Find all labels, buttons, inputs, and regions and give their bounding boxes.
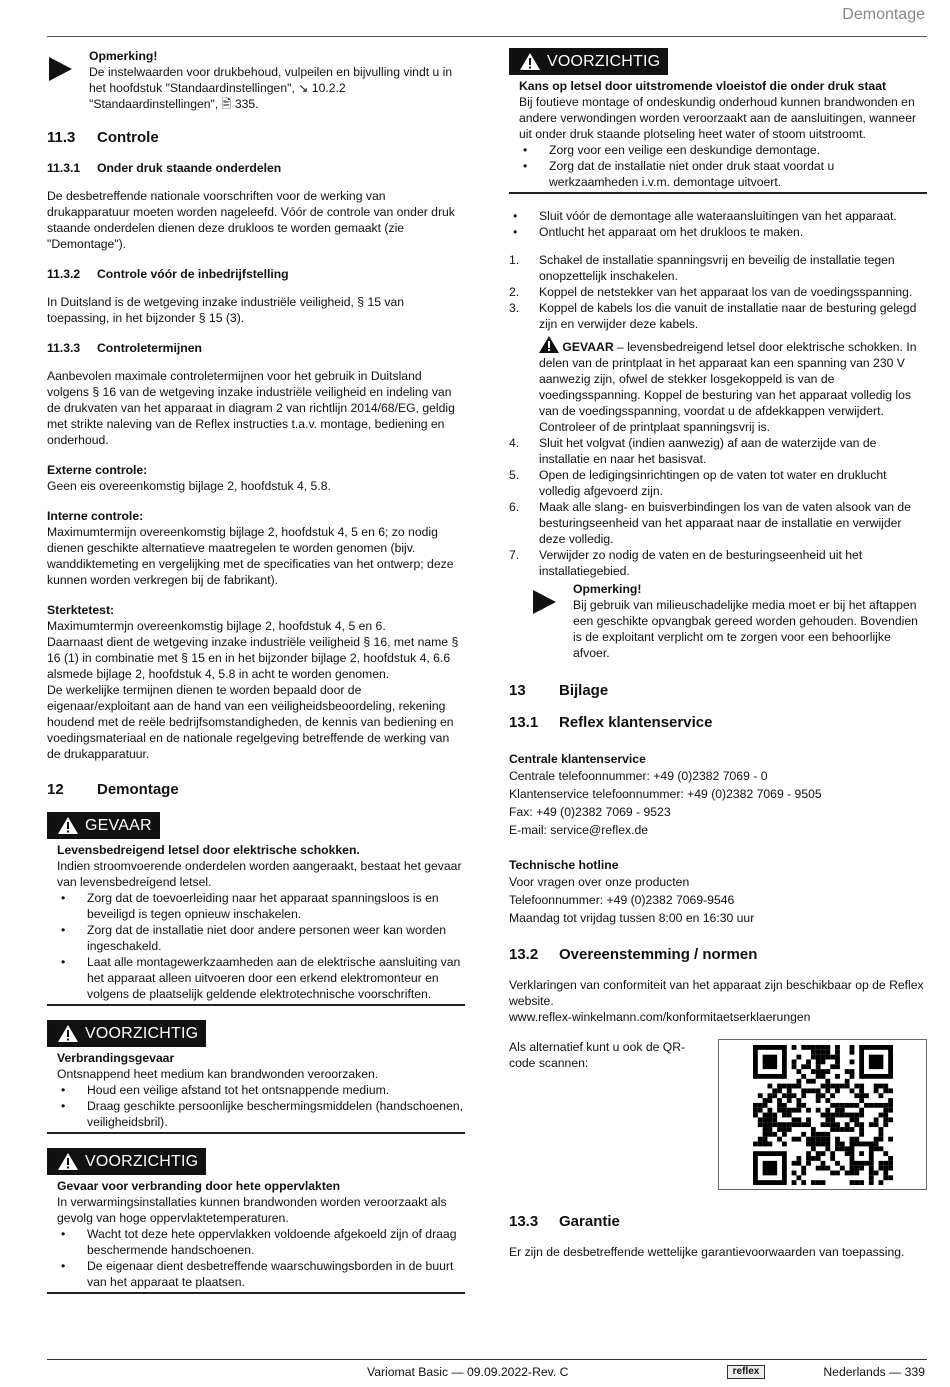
footer-page-number: Nederlands — 339: [823, 1365, 925, 1379]
warning-text: In verwarmingsinstallaties kunnen brandwonden worden veroorzaakt als gevolg van hoge oppervlaktetemperaturen.: [57, 1195, 447, 1225]
warning-badge: GEVAAR: [47, 812, 160, 839]
label-strength: Sterktetest:: [47, 603, 115, 617]
section-heading: 12 Demontage: [47, 781, 179, 798]
contact-line: Telefoonnummer: +49 (0)2382 7069-9546: [509, 893, 735, 907]
list-item: • Laat alle montagewerkzaamheden aan de elektrische aansluiting van het apparaat alleen uitvoeren door een erkend elektromonteur en volgens de plaatselijk geldende elektrotechnische voorschriften.: [61, 955, 461, 1001]
subsection-heading: 11.3.1 Onder druk staande onderdelen: [47, 161, 282, 175]
bullet-list: [519, 142, 927, 190]
note-title: Opmerking!: [89, 49, 158, 63]
warning-triangle-icon: [519, 52, 541, 71]
warning-triangle-icon: [57, 816, 79, 835]
warning-text: Indien stroomvoerende onderdelen worden aangeraakt, bestaat het gevaar van levensbedreigend letsel.: [57, 859, 462, 889]
label-customer-service: Centrale klantenservice: [509, 752, 646, 766]
subsection-heading: 11.3.3 Controletermijnen: [47, 341, 202, 355]
note-box: [47, 48, 465, 112]
paragraph: Maximumtermjn overeenkomstig bijlage 2, hoofdstuk 4, 5 en 6.: [47, 619, 386, 633]
paragraph: Maximumtermijn overeenkomstig bijlage 2, hoofdstuk 4, 5 en 6; zo nodig dienen geschikte alternatieve maatregelen te worden genomen (bijv. wanddiktemeting en vergelijking met de specificaties van het ontwerp; deze kunnen worden verkregen bij de fabrikant).: [47, 525, 454, 587]
section-heading: 13 Bijlage: [509, 682, 609, 699]
warning-title: Kans op letsel door uitstromende vloeistof die onder druk staat: [519, 79, 887, 93]
warning-caution: [47, 1020, 465, 1134]
header-title: Demontage: [842, 6, 925, 23]
contact-line: Klantenservice telefoonnummer: +49 (0)2382 7069 - 9505: [509, 787, 822, 801]
page-header: [47, 0, 927, 37]
danger-label: GEVAAR: [562, 340, 614, 354]
danger-text: – levensbedreigend letsel door elektrische schokken. In delen van de printplaat in het apparaat kan een spanning van 230 V aanwezig zijn, ofwel de stekker losgekoppeld is van de voedingsspanning. Koppel de besturing van het apparaat volledig los van de voedingsspanning, voordat u de afdekkappen verwijdert. Controleer of de printplaat spanningsvrij is.: [539, 340, 917, 434]
danger-triangle-icon: [539, 336, 559, 353]
label-internal: Interne controle:: [47, 509, 144, 523]
warning-triangle-icon: [57, 1024, 79, 1043]
qr-code[interactable]: [718, 1039, 927, 1190]
contact-line: Centrale telefoonnummer: +49 (0)2382 7069 - 0: [509, 769, 768, 783]
footer-document-info: Variomat Basic — 09.09.2022-Rev. C: [367, 1365, 569, 1379]
warning-title: Levensbedreigend letsel door elektrische schokken.: [57, 843, 360, 857]
inline-danger-note: [509, 336, 927, 435]
note-title: Opmerking!: [573, 582, 642, 596]
section-heading: 13.2 Overeenstemming / normen: [509, 946, 758, 963]
list-item: • Zorg dat de installatie niet onder druk staat voordat u werkzaamheden i.v.m. demontage uitvoert.: [523, 159, 835, 189]
right-column: [509, 48, 927, 1260]
warning-text: Bij foutieve montage of ondeskundig onderhoud kunnen brandwonden en andere verwondingen worden veroorzaakt aan de aansluitingen, wanneer uit onder druk staande plotseling heet water of stoom uitstroomt.: [519, 95, 917, 141]
paragraph: Aanbevolen maximale controletermijnen voor het gebruik in Duitsland volgens § 16 van de wetgeving inzake industriële veiligheid en indeling van de drukvaten van het apparaat in diagram 2 van richtlijn 2014/68/EG, geldig met strikte naleving van de Reflex instructies t.a.v. montage, bediening en onderhoud.: [47, 369, 455, 447]
list-item: • Sluit vóór de demontage alle wateraansluitingen van het apparaat.: [513, 209, 897, 223]
contact-line: Voor vragen over onze producten: [509, 875, 690, 889]
step-item: 6. Maak alle slang- en buisverbindingen los van de vaten alsook van de besturingseenheid van het apparaat naar de installatie en verwijder deze volledig.: [509, 500, 911, 546]
bullet-list: [57, 1226, 465, 1290]
note-arrow-icon: [531, 581, 573, 661]
bullet-list: [57, 890, 465, 1002]
warning-triangle-icon: [57, 1152, 79, 1171]
warning-title: Verbrandingsgevaar: [57, 1051, 175, 1065]
list-item: • Ontlucht het apparaat om het drukloos te maken.: [513, 225, 804, 239]
step-item: 3. Koppel de kabels los die vanuit de installatie naar de besturing gelegd zijn en verwijder deze kabels.: [509, 301, 917, 331]
contact-line: Fax: +49 (0)2382 7069 - 9523: [509, 805, 671, 819]
list-item: • Draag geschikte persoonlijke beschermingsmiddelen (handschoenen, veiligheidsbril).: [61, 1099, 464, 1129]
warning-caution: [47, 1148, 465, 1294]
step-item: 2. Koppel de netstekker van het apparaat los van de voedingsspanning.: [509, 285, 913, 299]
steps-list: [509, 435, 927, 579]
paragraph: De desbetreffende nationale voorschriften voor de werking van drukapparatuur moeten worden nageleefd. Vóór de controle van onder druk staande onderdelen dienen deze drukloos te worden gemaakt (zie "Demontage").: [47, 189, 455, 251]
list-item: • De eigenaar dient desbetreffende waarschuwingsborden in de buurt van het apparaat te plaatsen.: [61, 1259, 454, 1289]
step-item: 1. Schakel de installatie spanningsvrij en beveilig de installatie tegen onopzettelijk inschakelen.: [509, 253, 895, 283]
label-external: Externe controle:: [47, 463, 148, 477]
warning-danger: [47, 812, 465, 1006]
list-item: • Zorg dat de toevoerleiding naar het apparaat spanningsloos is en beveiligd is tegen opnieuw inschakelen.: [61, 891, 439, 921]
bullet-list: [57, 1082, 465, 1130]
paragraph: In Duitsland is de wetgeving inzake industriële veiligheid, § 15 van toepassing, in het bijzonder § 15 (3).: [47, 295, 405, 325]
list-item: • Zorg voor een veilige een deskundige demontage.: [523, 143, 821, 157]
section-heading: 11.3 Controle: [47, 129, 159, 146]
paragraph: De werkelijke termijnen dienen te worden bepaald door de eigenaar/exploitant aan de hand van een veiligheidsbeoordeling, rekening houdend met de reële bedrijfsomstandigheden, de kennis van bediening en voedingsmateriaal en de nationale regelgeving betreffende de werking van de drukapparatuur.: [47, 683, 454, 761]
paragraph: Geen eis overeenkomstig bijlage 2, hoofdstuk 4, 5.8.: [47, 479, 331, 493]
paragraph: Daarnaast dient de wetgeving inzake industriële veiligheid § 16, met name § 16 (1) in combinatie met § 15 en in het bijzonder bijlage 2, hoofdstuk 4, 6.6 alsmede bijlage 2, hoofdstuk 4, 5.8 in acht te worden genomen.: [47, 635, 459, 681]
qr-code-icon: [753, 1045, 893, 1185]
paragraph: Verklaringen van conformiteit van het apparaat zijn beschikbaar op de Reflex website.: [509, 978, 924, 1008]
note-arrow-icon: [47, 48, 89, 112]
step-item: 5. Open de ledigingsinrichtingen op de vaten tot water en druklucht volledig afgevoerd zijn.: [509, 468, 887, 498]
subsection-heading: 11.3.2 Controle vóór de inbedrijfstelling: [47, 267, 289, 281]
bullet-list: [509, 208, 927, 240]
note-box: [509, 581, 927, 661]
list-item: • Houd een veilige afstand tot het ontsnappende medium.: [61, 1083, 390, 1097]
reflex-logo: reflex: [727, 1365, 765, 1379]
qr-text: Als alternatief kunt u ook de QR-code scannen:: [509, 1040, 686, 1070]
warning-text: Ontsnappend heet medium kan brandwonden veroorzaken.: [57, 1067, 379, 1081]
section-heading: 13.1 Reflex klantenservice: [509, 714, 713, 731]
list-item: • Zorg dat de installatie niet door andere personen weer kan worden ingeschakeld.: [61, 923, 447, 953]
list-item: • Wacht tot deze hete oppervlakken voldoende afgekoeld zijn of draag beschermende handschoenen.: [61, 1227, 457, 1257]
contact-email[interactable]: E-mail: service@reflex.de: [509, 823, 649, 837]
warning-badge: VOORZICHTIG: [509, 48, 668, 75]
contact-line: Maandag tot vrijdag tussen 8:00 en 16:30 uur: [509, 911, 755, 925]
paragraph: Er zijn de desbetreffende wettelijke garantievoorwaarden van toepassing.: [509, 1245, 905, 1259]
note-text: Bij gebruik van milieuschadelijke media moet er bij het aftappen een geschikte opvangbak gereed worden gehouden. Bovendien is de exploitant verplicht om te zorgen voor een behoorlijke afvoer.: [573, 598, 918, 660]
section-heading: 13.3 Garantie: [509, 1213, 620, 1230]
steps-list: [509, 252, 927, 332]
warning-badge: VOORZICHTIG: [47, 1020, 206, 1047]
step-item: 4. Sluit het volgvat (indien aanwezig) af aan de waterzijde van de installatie en naar het basisvat.: [509, 436, 877, 466]
left-column: [47, 48, 465, 1308]
page-footer: [47, 1359, 927, 1387]
warning-badge: VOORZICHTIG: [47, 1148, 206, 1175]
label-hotline: Technische hotline: [509, 858, 619, 872]
note-text: De instelwaarden voor drukbehoud, vulpeilen en bijvulling vindt u in het hoofdstuk "Standaardinstellingen", ↘ 10.2.2 "Standaardinstellingen", 🖹 335.: [89, 65, 453, 111]
qr-row: [509, 1039, 927, 1190]
warning-title: Gevaar voor verbranding door hete oppervlakten: [57, 1179, 341, 1193]
step-item: 7. Verwijder zo nodig de vaten en de besturingseenheid uit het installatiegebied.: [509, 548, 863, 578]
conformity-link[interactable]: www.reflex-winkelmann.com/konformitaetserklaerungen: [509, 1010, 811, 1024]
warning-caution: [509, 48, 927, 194]
